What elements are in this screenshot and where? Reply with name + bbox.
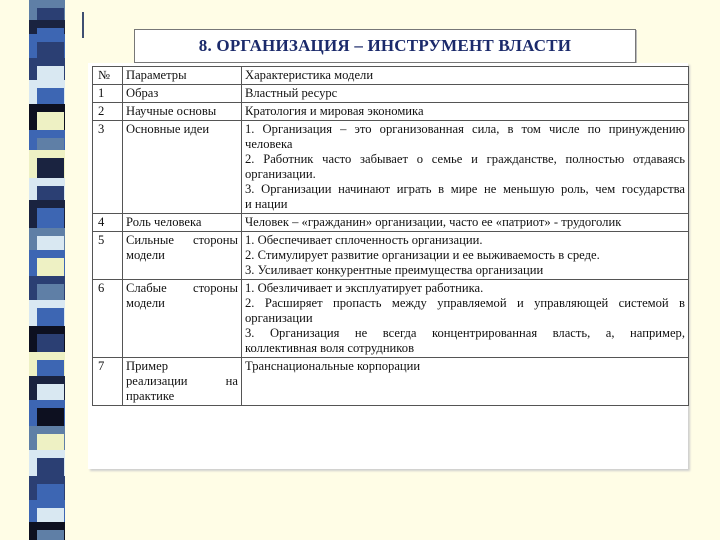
title-box: [134, 29, 636, 63]
slide-title: 8. ОРГАНИЗАЦИЯ – ИНСТРУМЕНТ ВЛАСТИ: [198, 36, 572, 55]
row-parameter: [123, 358, 242, 406]
strip-band: [37, 258, 64, 276]
table-row: [93, 214, 689, 232]
model-table: [92, 66, 689, 406]
strip-band: [37, 458, 64, 476]
table-row: [93, 280, 689, 358]
row-characteristic: [242, 358, 689, 406]
header-num: №: [93, 67, 123, 85]
table-body: [93, 85, 689, 406]
parameter-line: Основные идеи: [126, 122, 210, 136]
header-param: Параметры: [123, 67, 242, 85]
characteristic-line: 2. Стимулирует развитие организации и ее выживаемость в среде.: [245, 248, 600, 262]
row-number: 5: [93, 232, 123, 280]
strip-band: [37, 236, 64, 250]
parameter-line: реализации на: [126, 374, 238, 388]
row-parameter: [123, 85, 242, 103]
characteristic-line: 3. Организации начинают играть в мире не меньшую роль, чем государства: [245, 182, 685, 196]
characteristic-line: 1. Организация – это организованная сила, в том числе по принуждению: [245, 122, 685, 136]
parameter-line: Научные основы: [126, 104, 217, 118]
characteristic-line: 3. Усиливает конкурентные преимущества организации: [245, 263, 544, 277]
parameter-line: практике: [126, 389, 175, 403]
characteristic-line: коллективная воля сотрудников: [245, 341, 415, 355]
row-parameter: [123, 232, 242, 280]
table-row: [93, 121, 689, 214]
row-number: 1: [93, 85, 123, 103]
characteristic-line: организации: [245, 311, 313, 325]
strip-band: [37, 334, 64, 352]
characteristic-line: человека: [245, 137, 293, 151]
characteristic-line: 1. Обезличивает и эксплуатирует работника.: [245, 281, 484, 295]
row-characteristic: [242, 121, 689, 214]
characteristic-line: 2. Расширяет пропасть между управляемой и управляющей системой в: [245, 296, 685, 310]
strip-band: [37, 138, 64, 150]
characteristic-line: Властный ресурс: [245, 86, 338, 100]
characteristic-line: 2. Работник часто забывает о семье и гражданстве, полностью отдаваясь: [245, 152, 685, 166]
strip-band: [37, 66, 64, 80]
parameter-line: модели: [126, 248, 165, 262]
parameter-line: Слабые стороны: [126, 281, 238, 295]
strip-band: [37, 530, 64, 540]
row-characteristic: [242, 280, 689, 358]
characteristic-line: 3. Организация не всегда концентрированная власть, а, например,: [245, 326, 685, 340]
strip-band: [37, 484, 64, 500]
characteristic-line: организации.: [245, 167, 316, 181]
table-row: [93, 232, 689, 280]
characteristic-line: 1. Обеспечивает сплоченность организации.: [245, 233, 483, 247]
accent-line: [82, 12, 84, 38]
strip-band: [37, 186, 64, 200]
strip-band: [37, 112, 64, 130]
strip-band: [37, 284, 64, 300]
table-row: [93, 85, 689, 103]
strip-band: [37, 508, 64, 522]
parameter-line: Сильные стороны: [126, 233, 238, 247]
strip-band: [37, 42, 64, 58]
row-characteristic: [242, 85, 689, 103]
strip-band: [37, 8, 64, 20]
row-characteristic: [242, 103, 689, 121]
characteristic-line: Транснациональные корпорации: [245, 359, 421, 373]
strip-band: [37, 384, 64, 400]
header-char: Характеристика модели: [242, 67, 689, 85]
parameter-line: Пример: [126, 359, 168, 373]
strip-band: [37, 434, 64, 450]
decorative-left-strip: [0, 0, 75, 540]
strip-band: [37, 360, 64, 376]
characteristic-line: Кратология и мировая экономика: [245, 104, 424, 118]
strip-band: [37, 208, 64, 228]
row-number: 2: [93, 103, 123, 121]
parameter-line: модели: [126, 296, 165, 310]
characteristic-line: и нации: [245, 197, 288, 211]
strip-band: [37, 158, 64, 178]
row-number: 4: [93, 214, 123, 232]
table-header-row: [93, 67, 689, 85]
strip-band: [37, 408, 64, 426]
row-parameter: [123, 121, 242, 214]
row-parameter: [123, 214, 242, 232]
row-number: 7: [93, 358, 123, 406]
row-characteristic: [242, 214, 689, 232]
row-parameter: [123, 280, 242, 358]
parameter-line: Образ: [126, 86, 159, 100]
characteristic-line: Человек – «гражданин» организации, часто ее «патриот» - трудоголик: [245, 215, 622, 229]
strip-band: [37, 308, 64, 326]
row-number: 3: [93, 121, 123, 214]
row-parameter: [123, 103, 242, 121]
row-characteristic: [242, 232, 689, 280]
row-number: 6: [93, 280, 123, 358]
parameter-line: Роль человека: [126, 215, 202, 229]
table-row: [93, 103, 689, 121]
strip-band: [37, 88, 64, 104]
table-row: [93, 358, 689, 406]
